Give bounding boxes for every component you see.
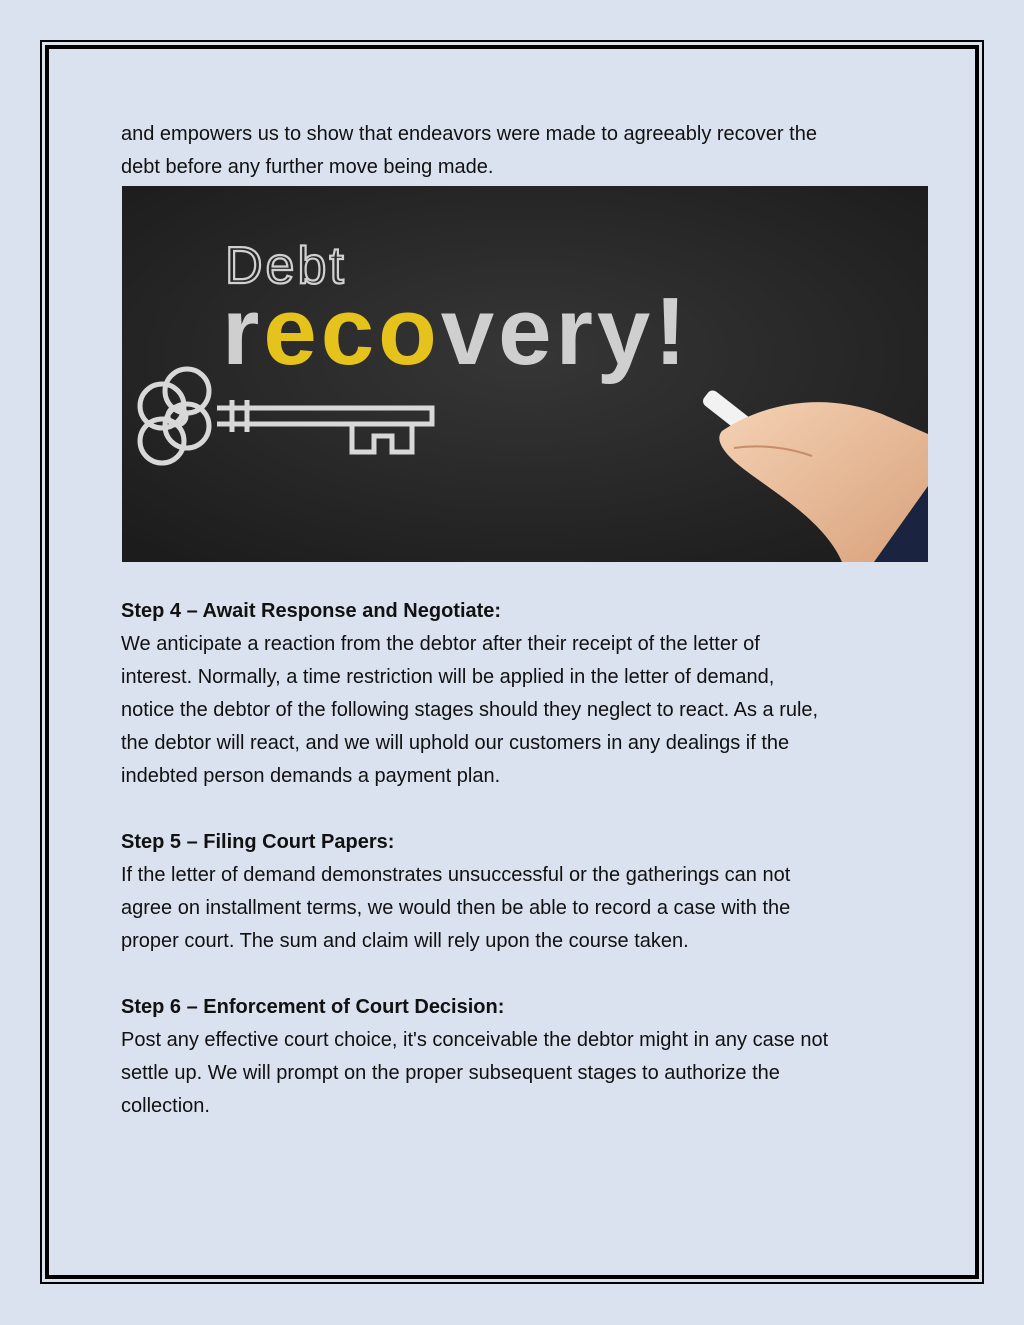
step-5-line-3: proper court. The sum and claim will rely upon the course taken. [121,930,689,952]
step-4-line-4: the debtor will react, and we will uphold our customers in any dealings if the [121,732,790,754]
step-4-line-5: indebted person demands a payment plan. [121,765,501,787]
step-4 [121,595,911,793]
step-4-line-1: We anticipate a reaction from the debtor after their receipt of the letter of [121,633,760,655]
intro-line-1: and empowers us to show that endeavors were made to agreeably recover the [121,123,817,145]
step-5-line-1: If the letter of demand demonstrates unsuccessful or the gatherings can not [121,864,791,886]
step-6-line-2: settle up. We will prompt on the proper subsequent stages to authorize the [121,1062,780,1084]
word-debt: Debt [225,237,347,295]
intro-line-2: debt before any further move being made. [121,156,494,178]
word-recovery-accent: eco [263,278,441,385]
word-recovery [222,278,690,385]
document-body [121,118,911,1123]
step-5-title: Step 5 – Filing Court Papers: [121,831,395,853]
step-5-line-2: agree on installment terms, we would then be able to record a case with the [121,897,791,919]
step-4-title: Step 4 – Await Response and Negotiate: [121,600,502,622]
debt-recovery-image [122,186,928,562]
step-6-line-3: collection. [121,1095,210,1117]
step-6-title: Step 6 – Enforcement of Court Decision: [121,996,505,1018]
step-6-line-1: Post any effective court choice, it's conceivable the debtor might in any case not [121,1029,829,1051]
step-4-line-2: interest. Normally, a time restriction will be applied in the letter of demand, [121,666,775,688]
word-recovery-end: very! [440,278,691,385]
step-5 [121,826,911,958]
word-recovery-start: r [222,278,264,385]
step-4-line-3: notice the debtor of the following stages should they neglect to react. As a rule, [121,699,819,721]
step-6 [121,991,911,1123]
